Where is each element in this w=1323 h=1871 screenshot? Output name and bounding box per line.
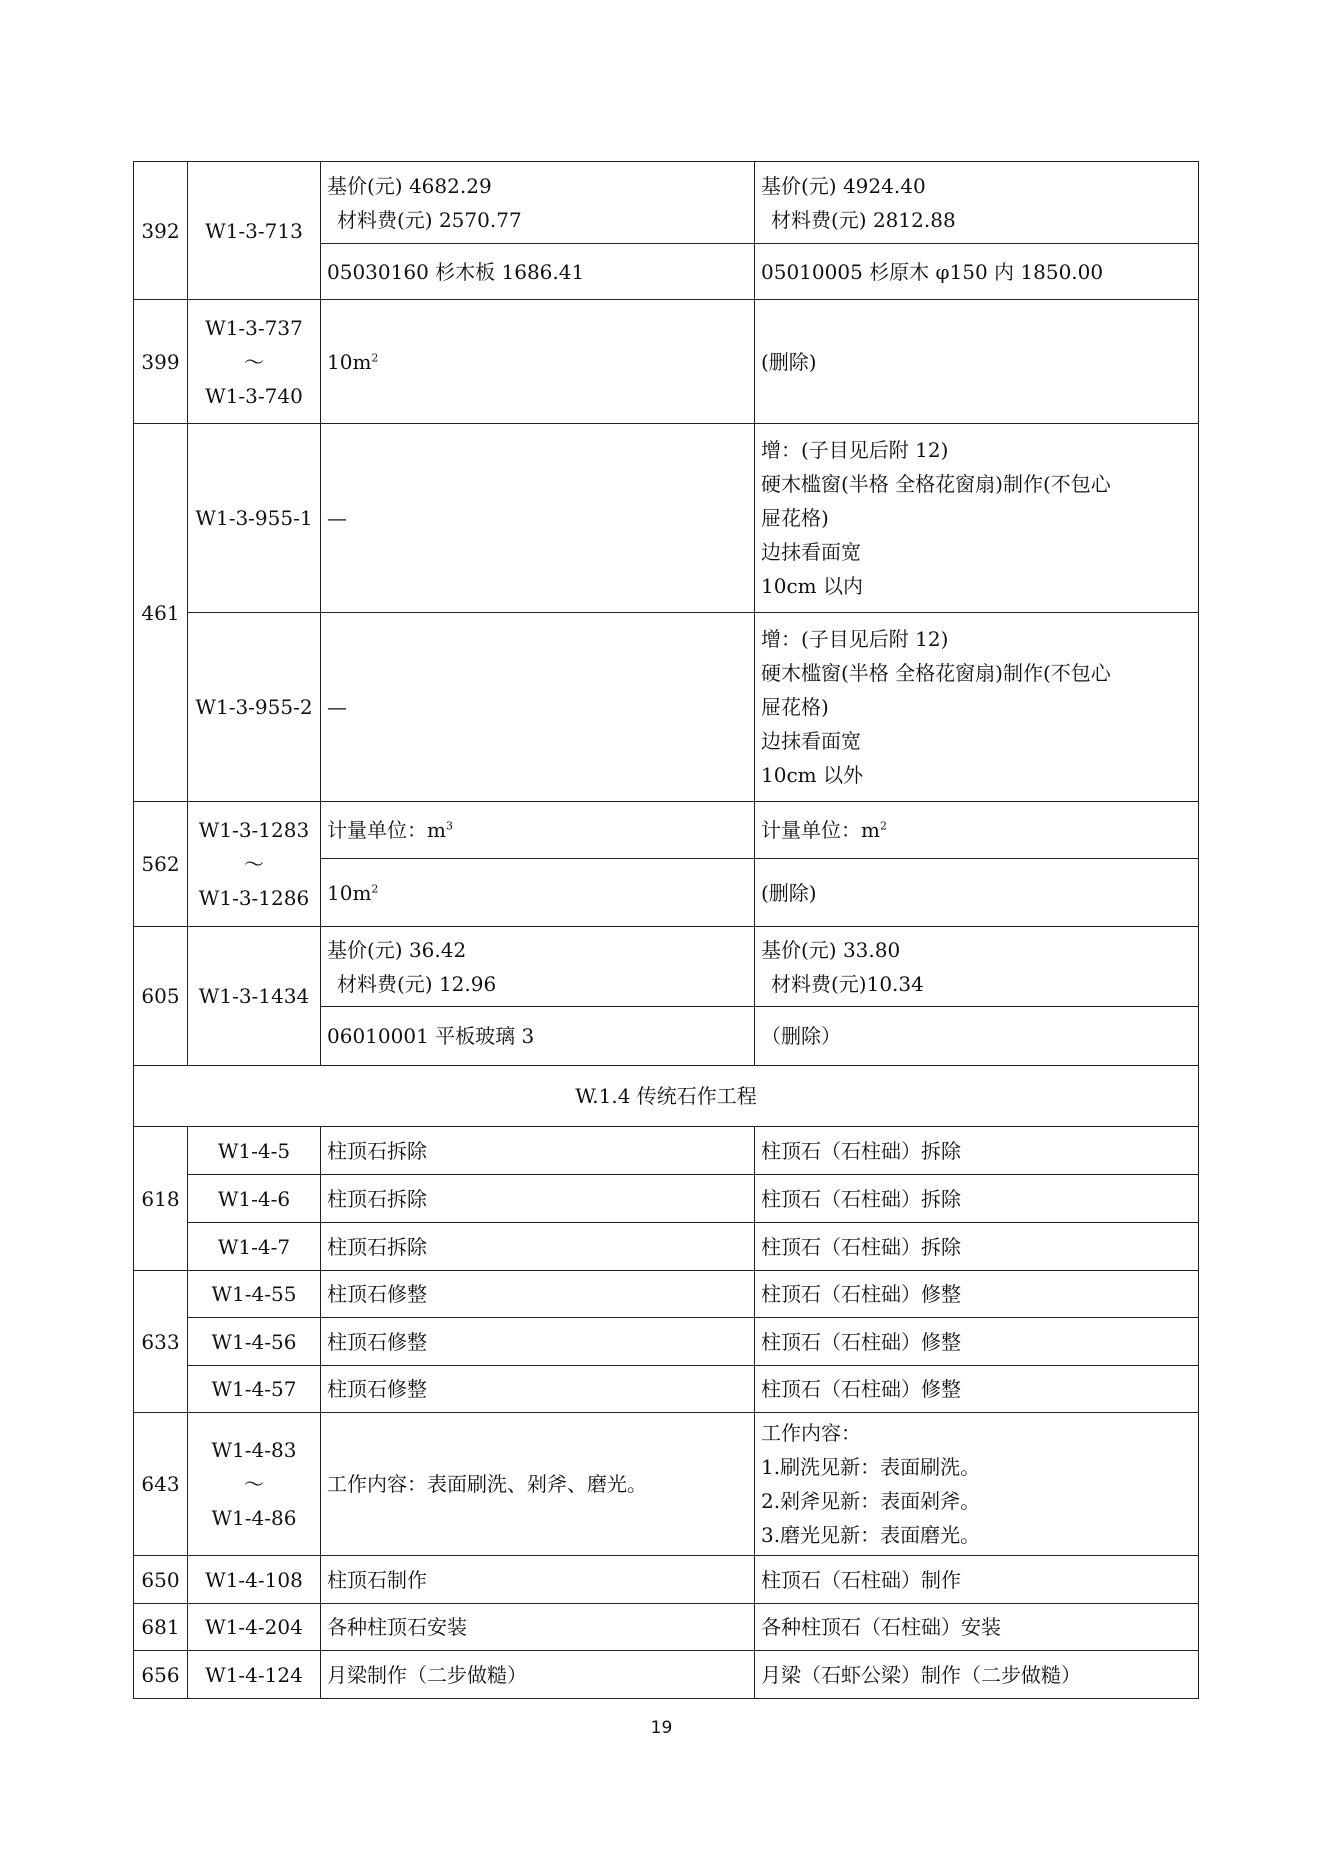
revised-text: 柱顶石（石柱础）修整 [755,1318,1199,1366]
table-row [134,1604,1199,1651]
base-price-line: 基价(元) 33.80 [761,937,901,962]
revised-text: 柱顶石（石柱础）制作 [755,1556,1199,1604]
item-code-range [188,300,321,424]
unit-text: 计量单位：m [761,818,880,842]
revised-text [755,927,1199,1007]
range-tilde: ～ [244,1472,264,1496]
item-code: W1-4-57 [188,1366,321,1413]
code-from: W1-3-1283 [198,818,310,842]
section-row [134,1066,1199,1127]
original-text [321,300,755,424]
item-number: 656 [134,1651,188,1699]
table-row [134,300,1199,424]
text-line: 硬木槛窗(半格 全格花窗扇)制作(不包心 [761,661,1111,685]
table-row [134,1318,1199,1366]
original-text: — [321,424,755,613]
revised-text: 柱顶石（石柱础）拆除 [755,1223,1199,1271]
table-row [134,1271,1199,1318]
original-text: 柱顶石修整 [321,1366,755,1413]
revised-text: 柱顶石（石柱础）拆除 [755,1127,1199,1175]
unit-text: 计量单位：m [327,818,446,842]
revised-text [755,802,1199,859]
original-text: 工作内容：表面刷洗、剁斧、磨光。 [321,1413,755,1556]
table-row [134,927,1199,1007]
table-row [134,1175,1199,1223]
original-text [321,927,755,1007]
text-line: 10cm 以外 [761,763,863,787]
original-text: 05030160 杉木板 1686.41 [321,244,755,300]
text-line: 屉花格) [761,506,829,530]
original-text: 柱顶石拆除 [321,1127,755,1175]
revised-text [755,1413,1199,1556]
original-text: 柱顶石修整 [321,1318,755,1366]
text-line: 硬木槛窗(半格 全格花窗扇)制作(不包心 [761,472,1111,496]
item-code: W1-4-6 [188,1175,321,1223]
table-row [134,613,1199,802]
material-cost-line: 材料费(元)10.34 [771,971,924,996]
text-line: 10cm 以内 [761,574,863,598]
unit-exponent: 2 [879,819,887,833]
revised-text: 柱顶石（石柱础）修整 [755,1271,1199,1318]
table-row [134,1366,1199,1413]
code-from: W1-4-83 [211,1438,297,1462]
table-row [134,1556,1199,1604]
item-number: 633 [134,1271,188,1413]
code-from: W1-3-737 [205,315,303,340]
item-number: 643 [134,1413,188,1556]
revised-text: 各种柱顶石（石柱础）安装 [755,1604,1199,1651]
table-row [134,1651,1199,1699]
revised-text: (删除) [755,300,1199,424]
item-code-range [188,802,321,927]
text-line: 屉花格) [761,695,829,719]
item-code: W1-3-955-2 [188,613,321,802]
item-code: W1-4-55 [188,1271,321,1318]
revised-text: (删除) [755,859,1199,927]
base-price-line: 基价(元) 4924.40 [761,173,926,198]
item-number: 392 [134,162,188,300]
item-code: W1-4-56 [188,1318,321,1366]
original-text: 月梁制作（二步做糙） [321,1651,755,1699]
text-line: 增：(子目见后附 12) [761,627,949,651]
original-text [321,162,755,244]
revised-text: 柱顶石（石柱础）拆除 [755,1175,1199,1223]
text-line: 2.剁斧见新：表面剁斧。 [761,1489,981,1513]
original-text: 柱顶石拆除 [321,1175,755,1223]
original-text [321,802,755,859]
original-text: 各种柱顶石安装 [321,1604,755,1651]
revised-text: 05010005 杉原木 φ150 内 1850.00 [755,244,1199,300]
original-text [321,859,755,927]
item-code: W1-3-955-1 [188,424,321,613]
revised-text: （删除） [755,1007,1199,1066]
item-code: W1-4-7 [188,1223,321,1271]
unit-exponent: 2 [371,881,379,895]
range-tilde: ～ [244,349,264,374]
revised-text [755,424,1199,613]
section-title: W.1.4 传统石作工程 [134,1066,1199,1127]
revised-text [755,613,1199,802]
amendment-table [133,161,1199,1699]
base-price-line: 基价(元) 36.42 [327,937,467,962]
table-row [134,1127,1199,1175]
revised-text: 柱顶石（石柱础）修整 [755,1366,1199,1413]
original-text: 柱顶石修整 [321,1271,755,1318]
original-text: — [321,613,755,802]
unit-text: 10m [327,880,372,905]
original-text: 06010001 平板玻璃 3 [321,1007,755,1066]
text-line: 增：(子目见后附 12) [761,438,949,462]
item-number: 605 [134,927,188,1066]
item-number: 461 [134,424,188,802]
original-text: 柱顶石拆除 [321,1223,755,1271]
code-to: W1-3-740 [205,383,303,408]
material-cost-line: 材料费(元) 2570.77 [337,207,522,232]
item-number: 562 [134,802,188,927]
table-row [134,802,1199,859]
range-tilde: ～ [244,852,264,876]
item-number: 650 [134,1556,188,1604]
unit-text: 10m [327,349,372,374]
table-row [134,1223,1199,1271]
item-number: 618 [134,1127,188,1271]
table-row [134,424,1199,613]
item-code: W1-3-713 [188,162,321,300]
original-text: 柱顶石制作 [321,1556,755,1604]
base-price-line: 基价(元) 4682.29 [327,173,492,198]
item-code-range [188,1413,321,1556]
text-line: 边抹看面宽 [761,540,861,564]
page-number: 19 [650,1718,673,1738]
item-code: W1-3-1434 [188,927,321,1066]
text-line: 工作内容： [761,1421,861,1445]
item-code: W1-4-204 [188,1604,321,1651]
revised-text [755,162,1199,244]
text-line: 1.刷洗见新：表面刷洗。 [761,1455,981,1479]
item-code: W1-4-108 [188,1556,321,1604]
material-cost-line: 材料费(元) 12.96 [337,971,497,996]
material-cost-line: 材料费(元) 2812.88 [771,207,956,232]
code-to: W1-3-1286 [198,886,310,910]
code-to: W1-4-86 [211,1506,297,1530]
item-number: 681 [134,1604,188,1651]
item-code: W1-4-124 [188,1651,321,1699]
table-row [134,162,1199,244]
item-number: 399 [134,300,188,424]
unit-exponent: 3 [445,819,453,833]
revised-text: 月梁（石虾公梁）制作（二步做糙） [755,1651,1199,1699]
table-row [134,1413,1199,1556]
unit-exponent: 2 [371,350,379,364]
text-line: 边抹看面宽 [761,729,861,753]
text-line: 3.磨光见新：表面磨光。 [761,1523,981,1547]
item-code: W1-4-5 [188,1127,321,1175]
